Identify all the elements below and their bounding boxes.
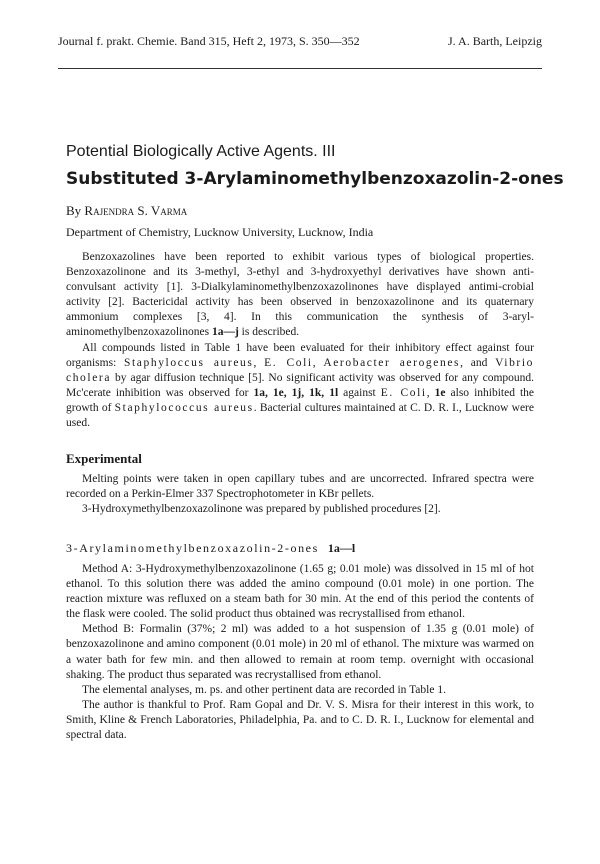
organism: E. Coli <box>380 386 427 399</box>
organism: Staphyloccus aureus <box>124 356 254 369</box>
author-name: Rajendra S. Varma <box>84 203 188 218</box>
introduction <box>66 250 534 431</box>
article-title: Substituted 3-Arylaminomethylbenzoxazolin-2-ones <box>66 169 564 189</box>
method-b: Method B: Formalin (37%; 2 ml) was added to a hot suspension of 1.35 g (0.01 mole) of benzoxazolinone and amino component (0.01 mole) in 20 ml of ethanol. The mixture was warmed on a water bath for few min. and then allowed to remain at room temp. overnight with occasional shaking. The product thus separated was recrystallised from ethanol. <box>66 623 534 681</box>
intro-paragraph-2: All compounds listed in Table 1 have been evaluated for their inhibitory effect against four organisms: Staphyloccus aureus, E. Coli, Aerobacter aerogenes, and Vibrio cholera by agar diffusion technique [5]. No significant activity was observed for any compound. Mc'cerate inhibition was observed for 1a, 1e, 1j, 1k, 1l against E. Coli, 1e also inhibited the growth of Staphylococcus aureus. Bacterial cultures maintained at C. D. R. I., Lucknow were used. <box>66 341 535 430</box>
experimental-paragraph-1: Melting points were taken in open capillary tubes and are uncorrected. Infrared spectra were recorded on a Perkin-Elmer 337 Spectrophotometer in KBr pellets. <box>66 473 534 501</box>
synthesis-section <box>66 562 534 743</box>
organism: Staphylococcus aureus <box>114 401 254 414</box>
active-compound: 1e <box>434 386 446 399</box>
intro-paragraph-1: Benzoxazolines have been reported to exhibit various types of biological properties. Benzoxazolinone and its 3-methyl, 3-ethyl and 3-hydroxyethyl derivatives have shown anti-convulsant activity [1]. 3-Dialkylaminomethylbenzoxazolinones have displayed antimi-crobial activity [2]. Bactericidal activity has been observed in benzoxazolinone and its quaternary ammonium complexes [3, 4]. In this communication the synthesis of 3-aryl-aminomethylbenzoxazolinones 1a—j is described. <box>66 251 534 339</box>
affiliation: Department of Chemistry, Lucknow University, Lucknow, India <box>66 225 374 239</box>
organism: E. Coli <box>264 356 313 369</box>
publisher: J. A. Barth, Leipzig <box>448 34 542 48</box>
byline <box>66 203 187 219</box>
experimental-section <box>66 472 534 517</box>
synthesis-subheading: 3-Arylaminomethylbenzoxazolin-2-ones 1a—l <box>66 541 356 555</box>
compound-range: 1a—j <box>211 326 239 339</box>
organism: Vibrio cholera <box>66 356 534 384</box>
organism: Aerobacter aerogenes <box>323 356 461 369</box>
experimental-paragraph-2: 3-Hydroxymethylbenzoxazolinone was prepared by published procedures [2]. <box>82 503 441 516</box>
running-header <box>58 34 542 49</box>
acknowledgement: The author is thankful to Prof. Ram Gopal and Dr. V. S. Misra for their interest in this work, to Smith, Kline & French Laboratories, Philadelphia, Pa. and to C. D. R. I., Lucknow for elemental and spectral data. <box>66 698 534 742</box>
method-a: Method A: 3-Hydroxymethylbenzoxazolinone (1.65 g; 0.01 mole) was dissolved in 15 ml of hot ethanol. To this solution there was added the amino compound (0.01 mole) in one portion. The reaction mixture was refluxed on a steam bath for 30 min. At the end of this period the contents of the flask were cooled. The solid product thus obtained was recrystallised from ethanol. <box>66 563 534 621</box>
journal-citation: Journal f. prakt. Chemie. Band 315, Heft 2, 1973, S. 350—352 <box>58 34 360 48</box>
table-note: The elemental analyses, m. ps. and other pertinent data are recorded in Table 1. <box>82 683 446 696</box>
header-rule <box>58 68 542 69</box>
subheading-compounds: 1a—l <box>327 541 356 555</box>
active-compounds: 1a, 1e, 1j, 1k, 1l <box>253 386 339 399</box>
experimental-heading: Experimental <box>66 451 142 466</box>
by-label: By <box>66 203 82 218</box>
series-title: Potential Biologically Active Agents. III <box>66 143 336 160</box>
